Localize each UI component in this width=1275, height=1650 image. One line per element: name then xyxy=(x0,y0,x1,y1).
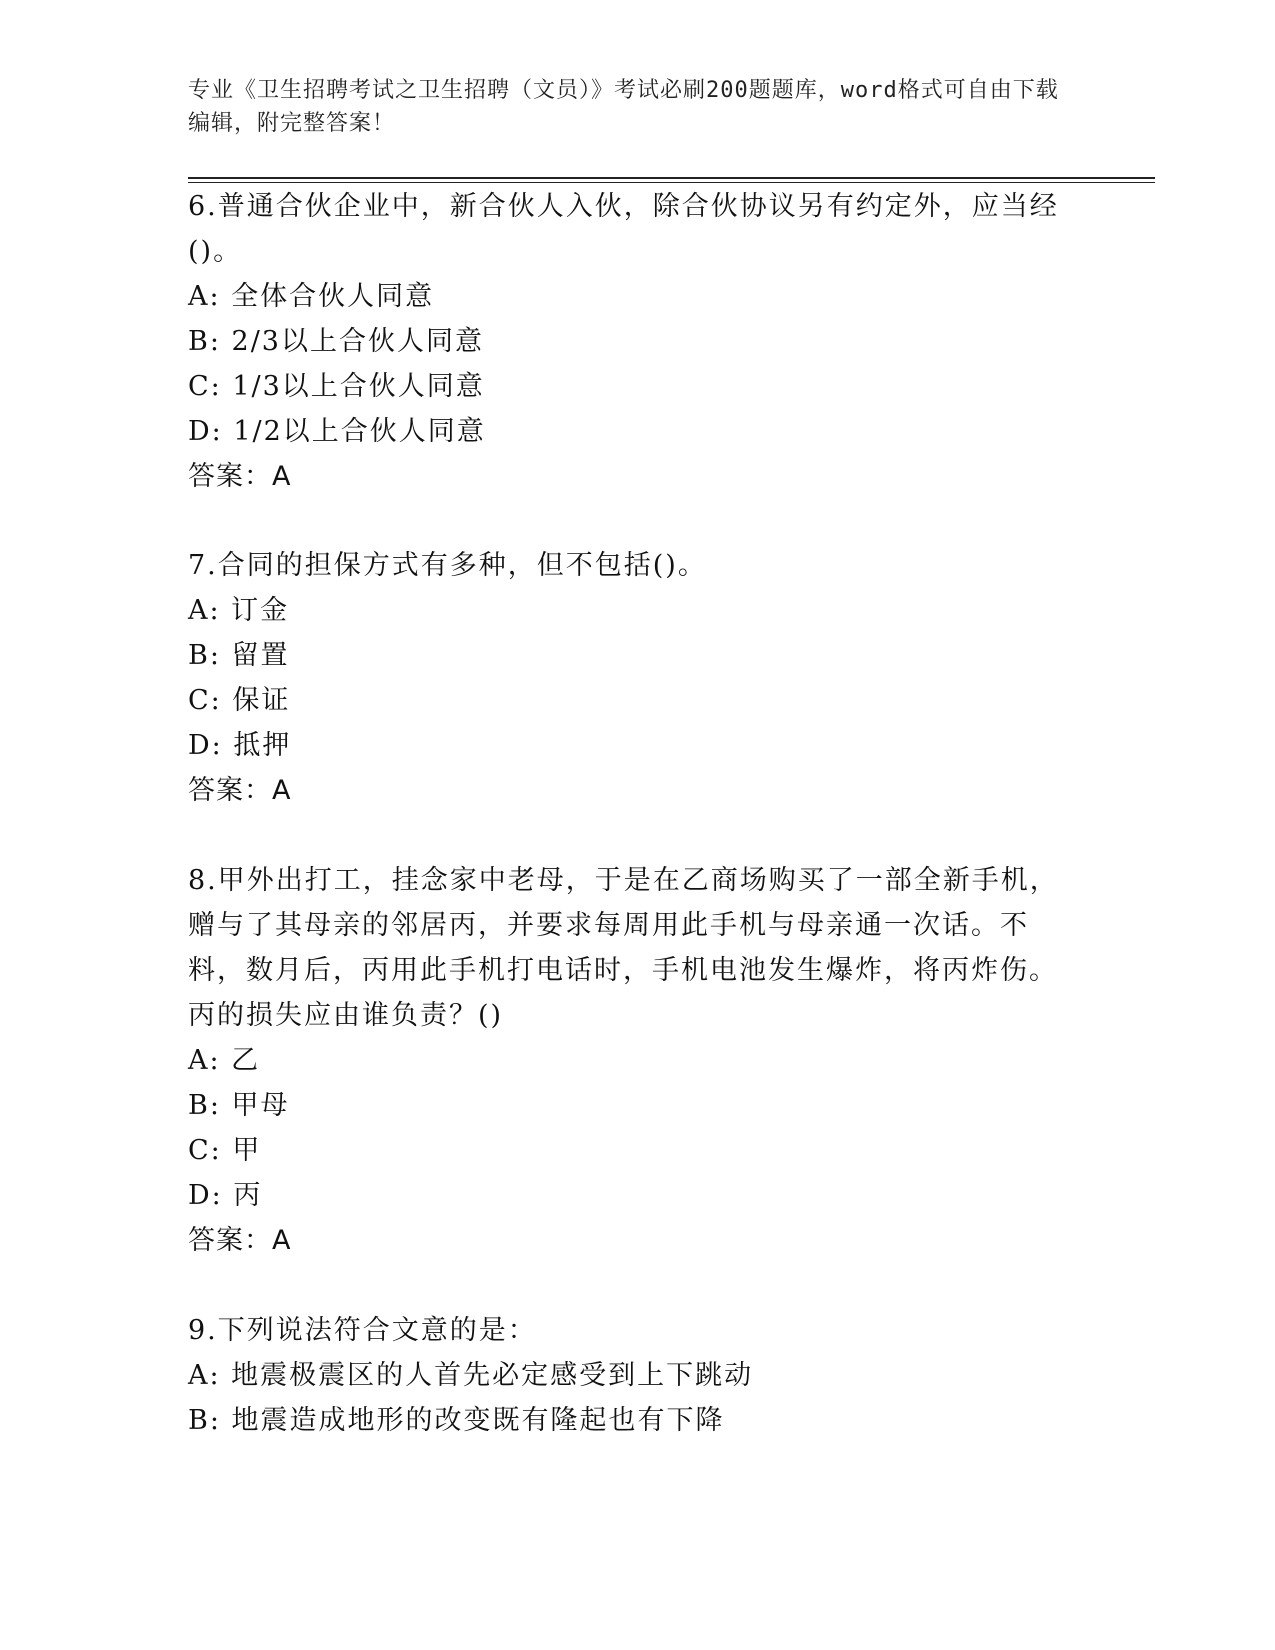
option-b: B: 甲母 xyxy=(188,1090,290,1121)
option-a: A: 全体合伙人同意 xyxy=(188,281,435,312)
option-c: C: 保证 xyxy=(188,685,291,716)
option-d: D: 1/2以上合伙人同意 xyxy=(188,416,486,447)
option-d: D: 抵押 xyxy=(188,730,292,761)
option-a: A: 订金 xyxy=(188,595,290,626)
question-text: 8.甲外出打工，挂念家中老母，于是在乙商场购买了一部全新手机，赠与了其母亲的邻居丙，并要求每周用此手机与母亲通一次话。不料，数月后，丙用此手机打电话时，手机电池发生爆炸，将丙炸伤。丙的损失应由谁负责？() xyxy=(188,865,1059,1031)
question-9 xyxy=(188,1308,1068,1443)
option-a: A: 地震极震区的人首先必定感受到上下跳动 xyxy=(188,1360,754,1391)
option-b: B: 留置 xyxy=(188,640,290,671)
answer-line: 答案：A xyxy=(188,461,292,492)
question-7 xyxy=(188,543,1068,813)
question-text: 6.普通合伙企业中，新合伙人入伙，除合伙协议另有约定外，应当经()。 xyxy=(188,191,1059,267)
header-divider xyxy=(188,177,1155,183)
option-c: C: 甲 xyxy=(188,1135,262,1166)
question-6 xyxy=(188,184,1068,499)
option-d: D: 丙 xyxy=(188,1180,263,1211)
option-c: C: 1/3以上合伙人同意 xyxy=(188,371,485,402)
question-8 xyxy=(188,858,1068,1263)
option-b: B: 地震造成地形的改变既有隆起也有下降 xyxy=(188,1405,725,1436)
option-a: A: 乙 xyxy=(188,1045,261,1076)
option-b: B: 2/3以上合伙人同意 xyxy=(188,326,484,357)
answer-line: 答案：A xyxy=(188,1225,292,1256)
question-text: 9.下列说法符合文意的是： xyxy=(188,1315,537,1346)
header-intro-text: 专业《卫生招聘考试之卫生招聘（文员）》考试必刷200题题库，word格式可自由下载编辑，附完整答案！ xyxy=(188,78,1059,136)
document-header xyxy=(188,74,1068,140)
question-text: 7.合同的担保方式有多种，但不包括()。 xyxy=(188,550,707,581)
answer-line: 答案：A xyxy=(188,775,292,806)
